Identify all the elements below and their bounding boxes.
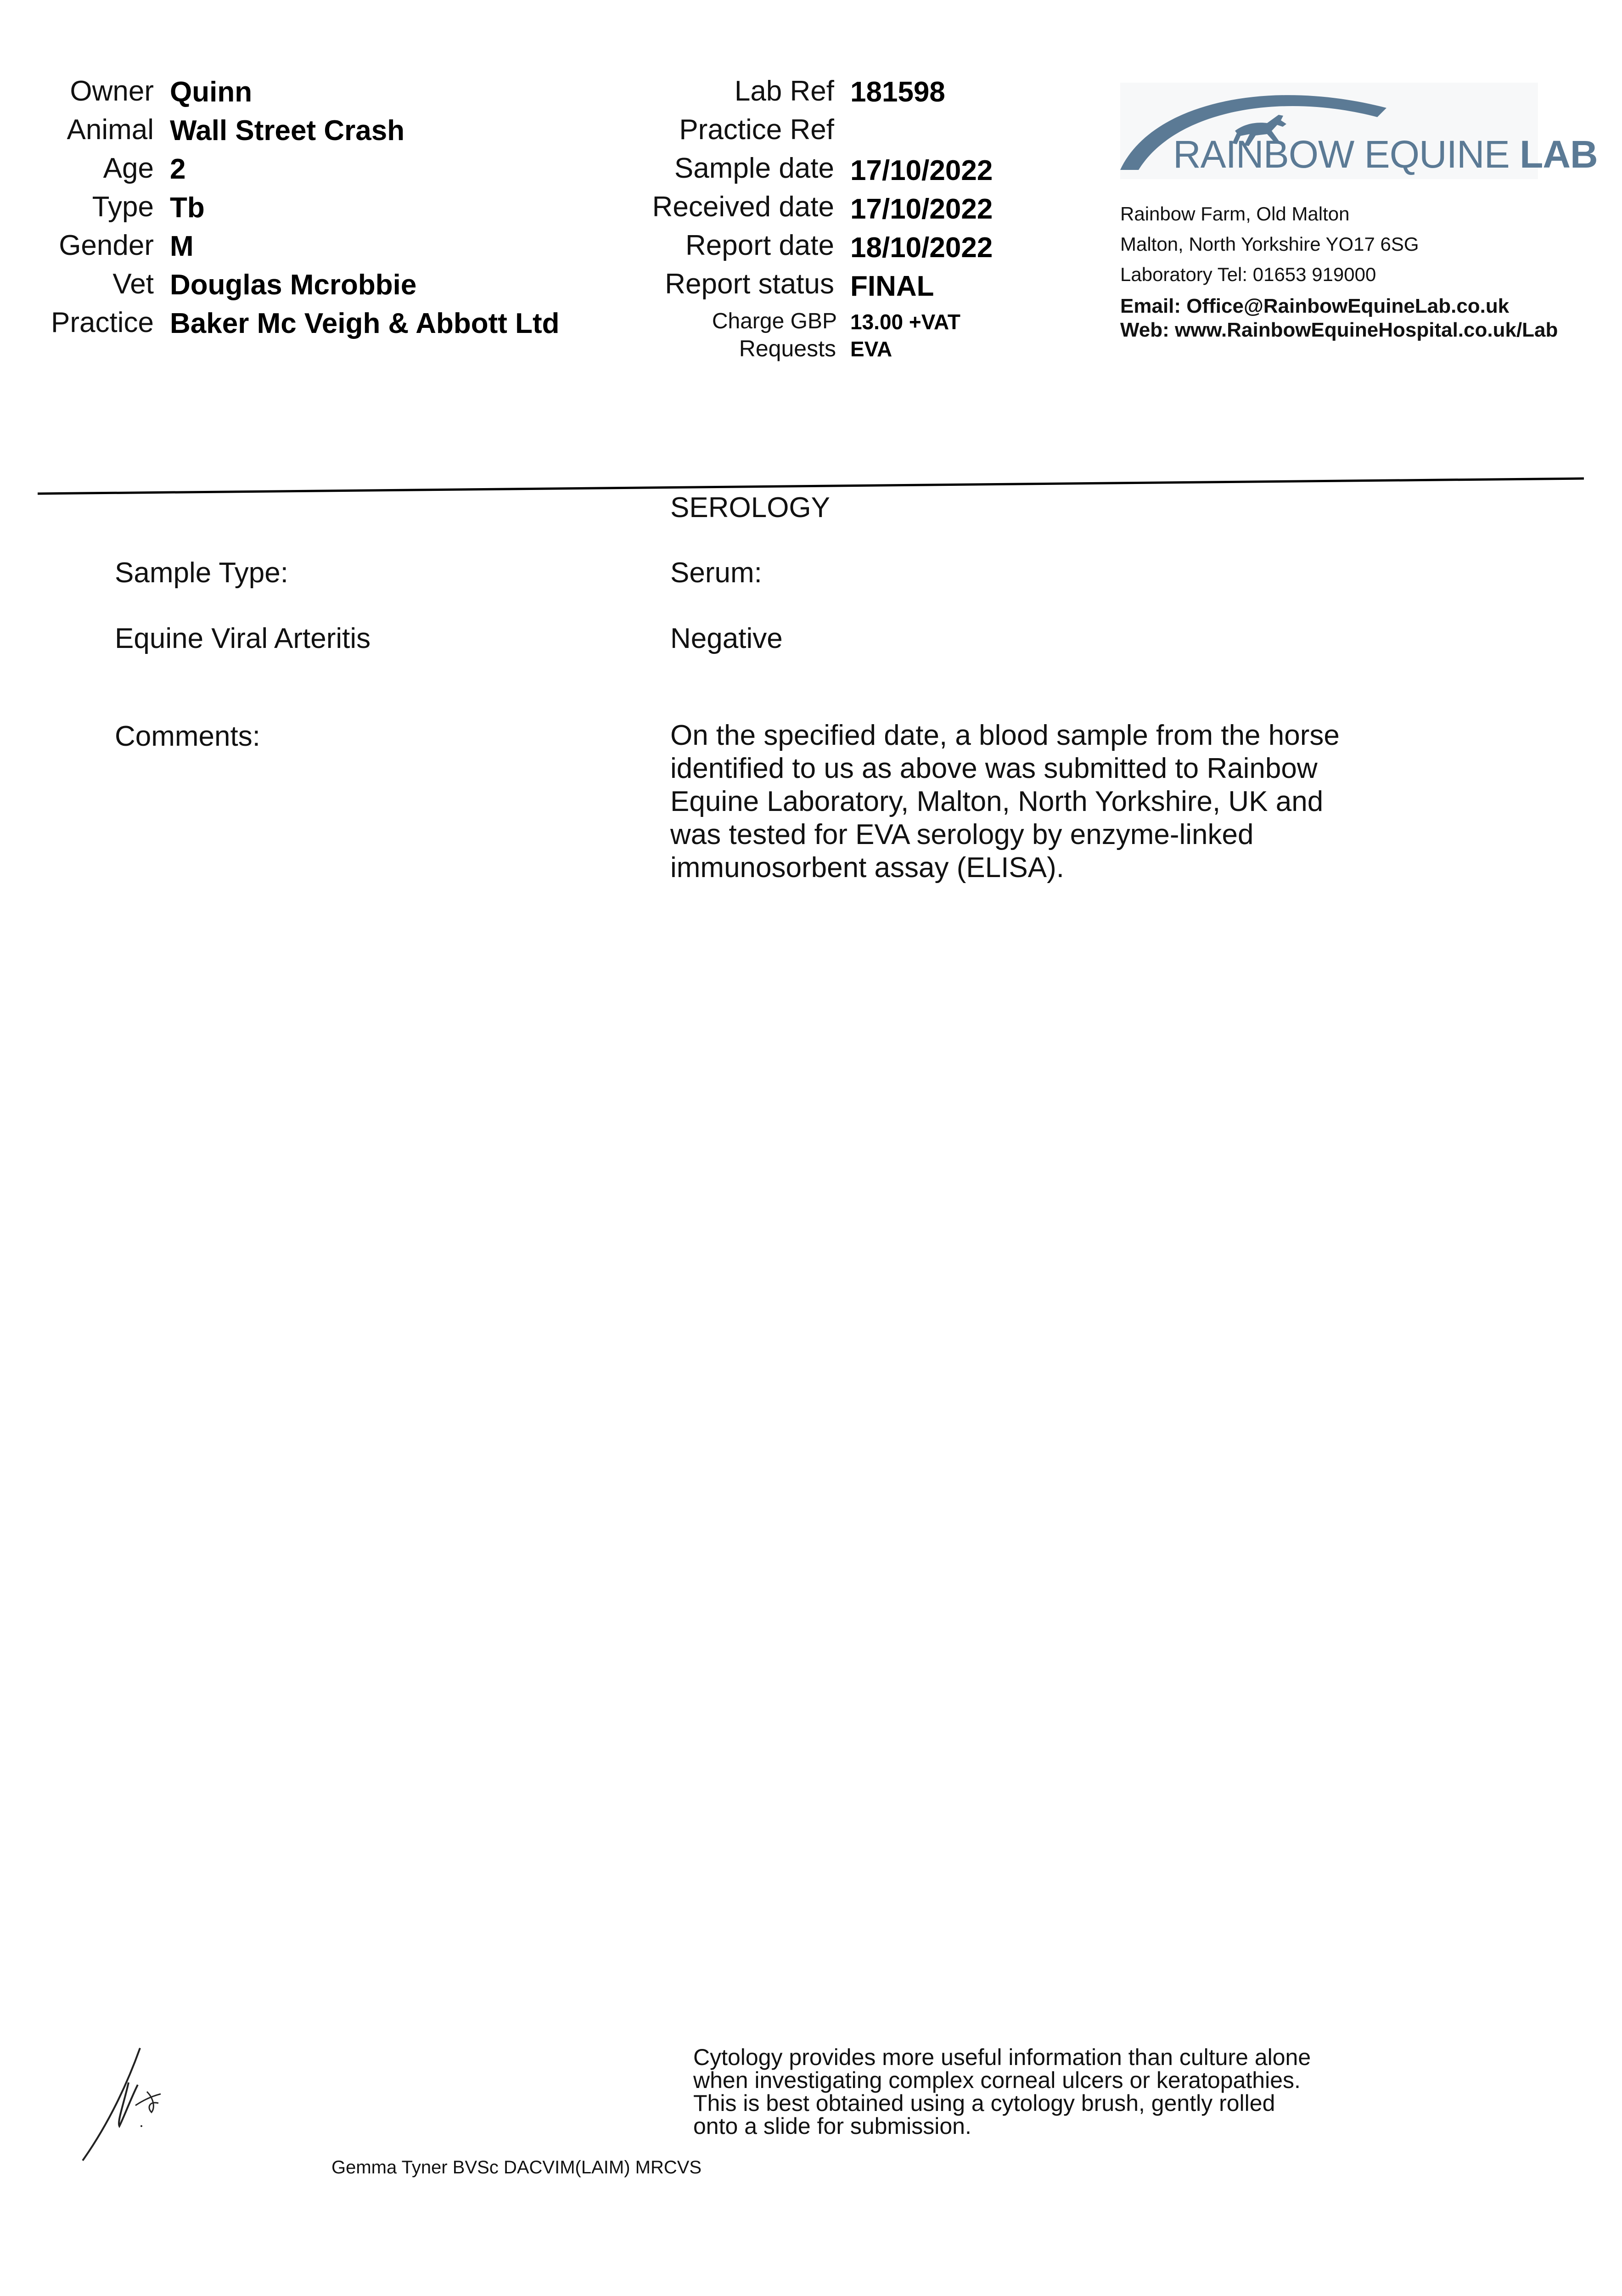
sample-date-label: Sample date <box>674 152 834 184</box>
rainbow-equine-lab-logo <box>1120 83 1598 179</box>
animal-label: Animal <box>67 114 154 146</box>
gender-value: M <box>170 231 194 262</box>
footer-note-line: Cytology provides more useful information than culture alone <box>693 2044 1311 2070</box>
logo-wordmark <box>1173 132 1598 177</box>
logo-text-bold: LAB <box>1520 133 1598 176</box>
sample-type-label: Sample Type: <box>115 557 288 589</box>
type-label: Type <box>92 191 154 223</box>
sample-type-value: Serum: <box>670 557 762 589</box>
owner-label: Owner <box>70 75 154 107</box>
footer-note <box>693 2046 1311 2138</box>
test-name: Equine Viral Arteritis <box>115 623 371 654</box>
comment-line: identified to us as above was submitted to Rainbow <box>670 753 1318 784</box>
comment-line: On the specified date, a blood sample from the horse <box>670 720 1340 751</box>
signature-image <box>73 2039 179 2172</box>
address-line-2: Malton, North Yorkshire YO17 6SG <box>1120 233 1419 255</box>
lab-website: Web: www.RainbowEquineHospital.co.uk/Lab <box>1120 319 1558 341</box>
report-status-value: FINAL <box>850 270 934 302</box>
received-date-label: Received date <box>652 191 834 223</box>
practice-ref-label: Practice Ref <box>679 114 834 146</box>
requests-value: EVA <box>850 337 892 361</box>
charge-label: Charge GBP <box>712 309 837 333</box>
vet-label: Vet <box>112 268 154 300</box>
comments-text <box>670 719 1340 884</box>
age-value: 2 <box>170 153 186 185</box>
type-value: Tb <box>170 192 205 224</box>
section-title: SEROLOGY <box>670 492 830 523</box>
comments-label: Comments: <box>115 720 260 752</box>
gender-label: Gender <box>59 230 154 261</box>
sample-date-value: 17/10/2022 <box>850 155 993 186</box>
report-status-label: Report status <box>665 268 834 300</box>
charge-value: 13.00 +VAT <box>850 310 960 334</box>
report-date-value: 18/10/2022 <box>850 232 993 264</box>
report-date-label: Report date <box>685 230 834 261</box>
comment-line: Equine Laboratory, Malton, North Yorkshire, UK and <box>670 786 1324 817</box>
comment-line: was tested for EVA serology by enzyme-linked <box>670 819 1254 850</box>
requests-label: Requests <box>739 336 836 361</box>
lab-email: Email: Office@RainbowEquineLab.co.uk <box>1120 295 1510 317</box>
practice-label: Practice <box>51 307 154 338</box>
footer-note-line: when investigating complex corneal ulcers or keratopathies. <box>693 2067 1301 2093</box>
test-result: Negative <box>670 623 783 654</box>
lab-ref-value: 181598 <box>850 76 945 108</box>
signatory-name: Gemma Tyner BVSc DACVIM(LAIM) MRCVS <box>331 2157 702 2178</box>
vet-value: Douglas Mcrobbie <box>170 269 417 301</box>
received-date-value: 17/10/2022 <box>850 193 993 225</box>
footer-note-line: onto a slide for submission. <box>693 2113 971 2139</box>
lab-ref-label: Lab Ref <box>734 75 834 107</box>
footer-note-line: This is best obtained using a cytology brush, gently rolled <box>693 2090 1275 2116</box>
practice-value: Baker Mc Veigh & Abbott Ltd <box>170 308 560 339</box>
lab-telephone: Laboratory Tel: 01653 919000 <box>1120 264 1376 285</box>
owner-value: Quinn <box>170 76 253 108</box>
animal-value: Wall Street Crash <box>170 115 405 146</box>
logo-text-light: RAINBOW EQUINE <box>1173 133 1520 176</box>
age-label: Age <box>103 152 154 184</box>
comment-line: immunosorbent assay (ELISA). <box>670 852 1065 884</box>
address-line-1: Rainbow Farm, Old Malton <box>1120 203 1350 225</box>
